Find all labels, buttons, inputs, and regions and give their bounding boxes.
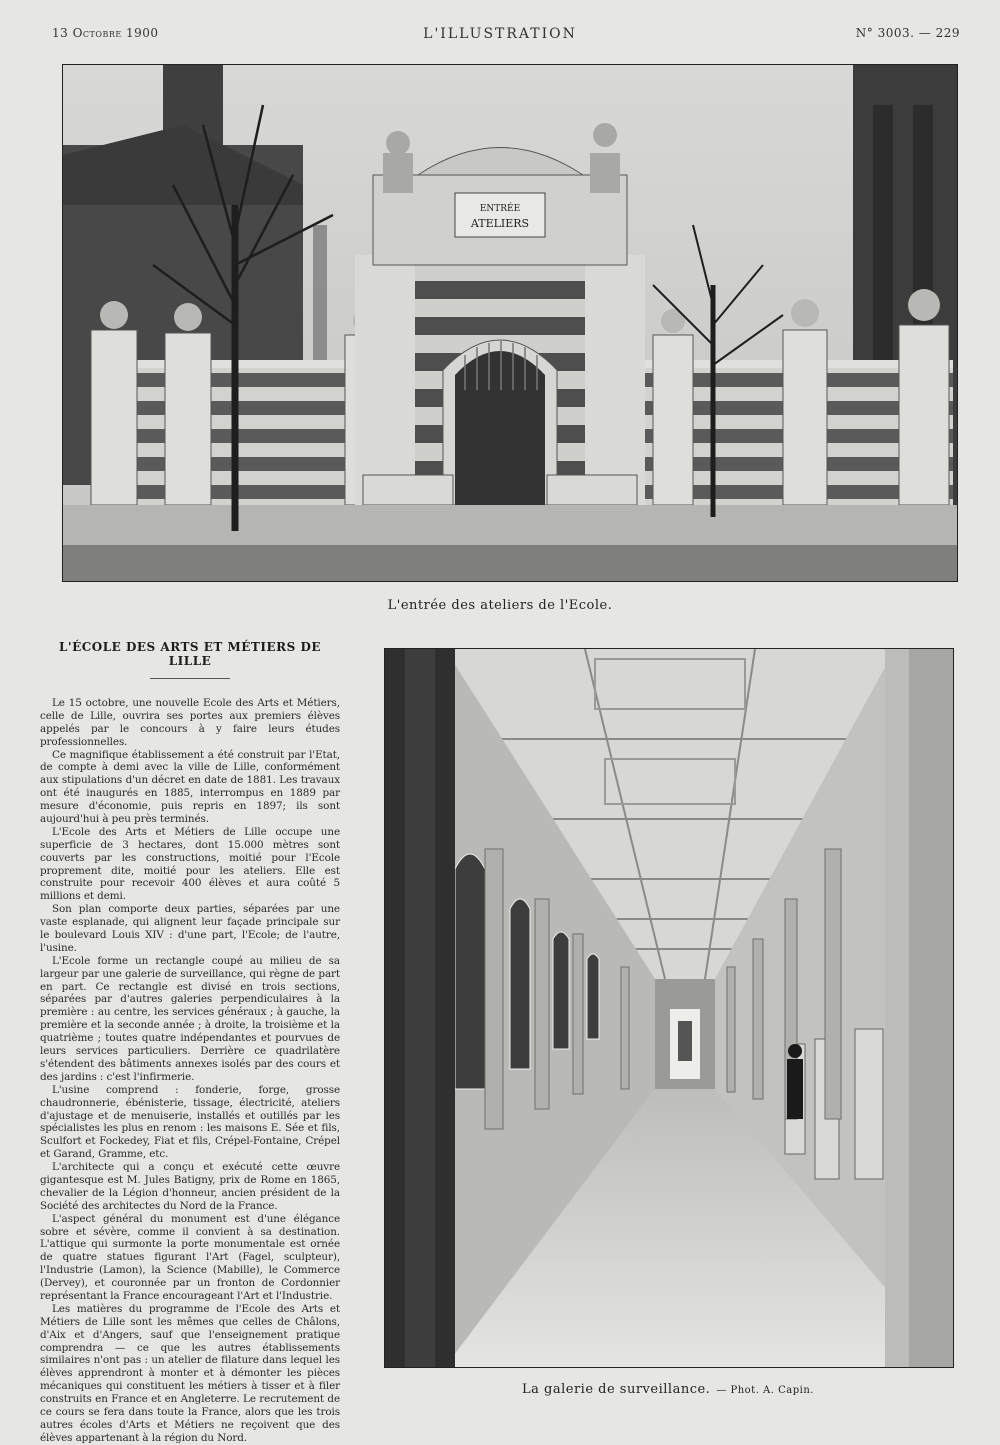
caption-text: La galerie de surveillance. — [522, 1382, 711, 1397]
photo-workshop-entrance — [62, 64, 958, 582]
article-paragraph: Les matières du programme de l'Ecole des Arts et Métiers de Lille sont les mêmes que celles de Châlons, d'Aix et d'Angers, sauf que l'enseignement pratique comprendra — ce que les autres établissements similaires n'ont pas : un atelier de filature dans lequel les élèves apprendront à monter et à démonter les pièces mécaniques qui constituent les métiers à tisser et à filer construits en France et en Angleterre. Le recrutement de ce cours se fera dans toute la France, alors que les trois autres écoles d'Arts et Métiers ne reçoivent que des élèves appartenant à la région du Nord. — [40, 1302, 340, 1444]
header-date: 13 Octobre 1900 — [52, 26, 159, 40]
article-paragraph: L'usine comprend : fonderie, forge, grosse chaudronnerie, ébénisterie, tissage, électricité, ateliers d'ajustage et de menuiserie, installés et outillés par les spécialistes les plus en renom : les maisons E. Sée et fils, Sculfort et Fockedey, Fiat et fils, Crépel-Fontaine, Crépel et Garand, Gramme, etc. — [40, 1083, 340, 1161]
article-paragraph: L'architecte qui a conçu et exécuté cette œuvre gigantesque est M. Jules Batigny, prix de Rome en 1865, chevalier de la Légion d'honneur, ancien président de la Société des architectes du Nord de la France. — [40, 1161, 340, 1212]
article-paragraph: Son plan comporte deux parties, séparées par une vaste esplanade, qui alignent leur façade principale sur le boulevard Louis XIV : d'une part, l'Ecole; de l'autre, l'usine. — [40, 903, 340, 954]
gallery-illustration — [385, 649, 953, 1367]
article-headline: L'ÉCOLE DES ARTS ET MÉTIERS DE LILLE — [40, 640, 340, 679]
article-paragraph: L'aspect général du monument est d'une élégance sobre et sévère, comme il convient à sa destination. L'attique qui surmonte la porte monumentale est ornée de quatre statues figurant l'Art (Fagel, sculpteur), l'Industrie (Lamon), la Science (Mabille), le Commerce (Dervey), et couronnée par un fronton de Cordonnier représentant la France encourageant l'Art et l'Industrie. — [40, 1212, 340, 1302]
gate-illustration — [63, 65, 957, 581]
article-paragraph: Ce magnifique établissement a été construit par l'Etat, de compte à demi avec la ville de Lille, conformément aux stipulations d'un décret en date de 1881. Les travaux ont été inaugurés en 1885, interrompus en 1889 par mesure d'économie, puis repris en 1897; ils sont aujourd'hui à peu près terminés. — [40, 748, 340, 826]
article-paragraph: L'Ecole forme un rectangle coupé au milieu de sa largeur par une galerie de surveillance, qui règne de part en part. Ce rectangle est divisé en trois sections, séparées par d'autres galeries perpendiculaires à la première : au centre, les services généraux ; à gauche, la première et la seconde année ; à droite, la troisième et la quatrième ; toutes quatre indépendantes et pourvues de leurs services particuliers. Derrière ce quadrilatère s'étendent des bâtiments annexes isolés par des cours et des jardins : c'est l'infirmerie. — [40, 954, 340, 1083]
bottom-photo-caption — [384, 1382, 952, 1397]
article-paragraph: Le 15 octobre, une nouvelle Ecole des Arts et Métiers, celle de Lille, ouvrira ses portes aux premiers élèves appelés par le concours à y faire leurs études professionnelles. — [40, 697, 340, 748]
photo-credit: — Phot. A. Capin. — [716, 1385, 814, 1396]
sign-text: ENTRÉE — [479, 204, 521, 214]
article-column — [40, 640, 340, 1445]
article-paragraph: L'Ecole des Arts et Métiers de Lille occupe une superficie de 3 hectares, dont 15.000 mètres sont couverts par les constructions, moitié pour l'Ecole proprement dite, moitié pour les ateliers. Elle est construite pour recevoir 400 élèves et aura coûté 5 millions et demi. — [40, 825, 340, 903]
masthead-title: L'ILLUSTRATION — [423, 26, 577, 42]
photo-surveillance-gallery — [384, 648, 954, 1368]
top-photo-caption: L'entrée des ateliers de l'Ecole. — [387, 598, 613, 613]
article-body — [40, 697, 340, 1445]
svg-text:ATELIERS: ATELIERS — [470, 217, 530, 230]
header-issue-number: N° 3003. — 229 — [855, 26, 960, 40]
